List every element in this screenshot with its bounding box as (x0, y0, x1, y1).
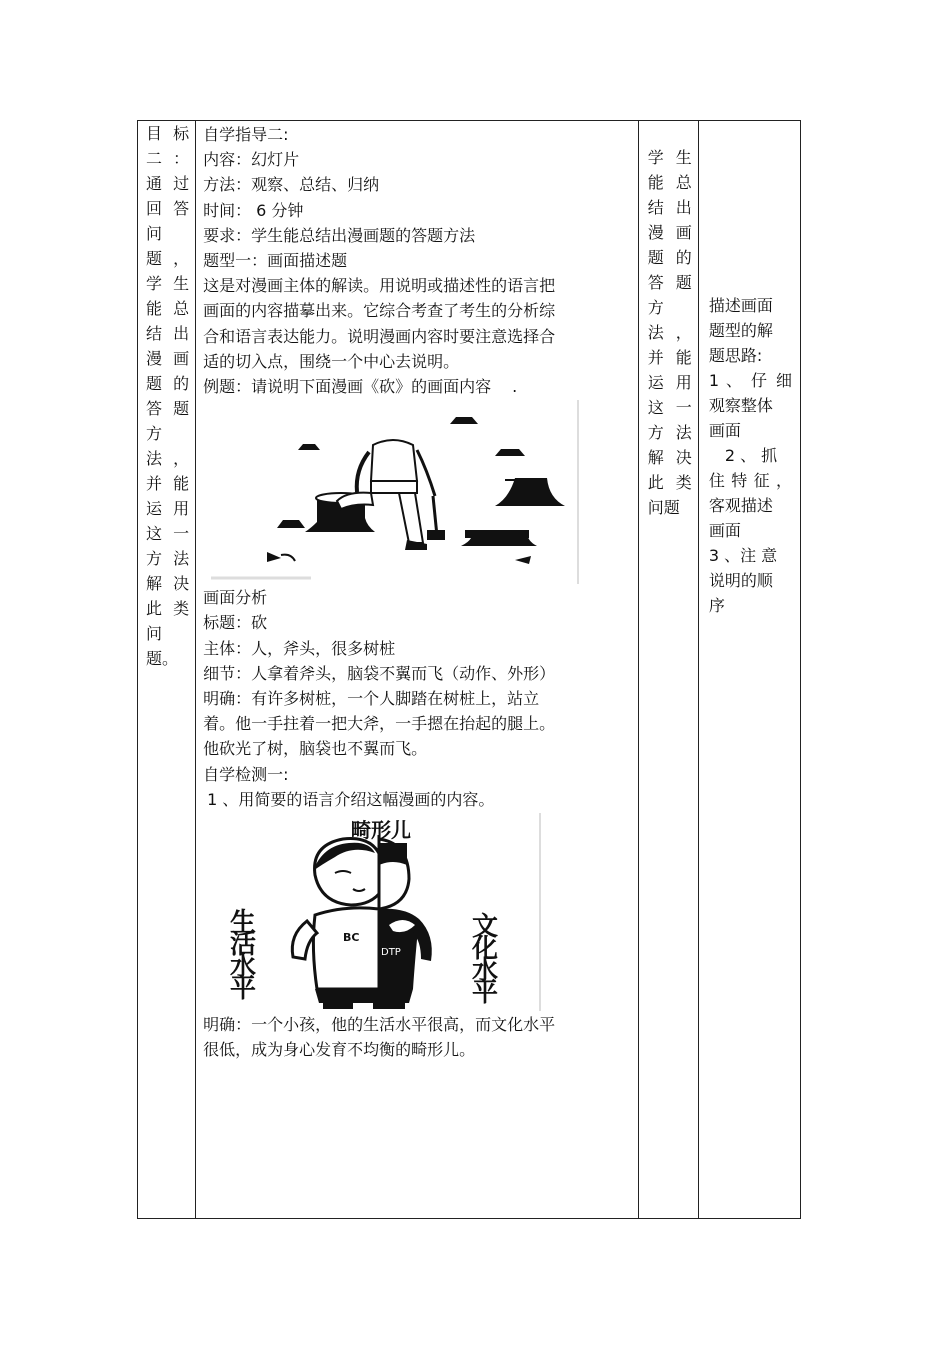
check-answer-line: 明确：一个小孩，他的生活水平很高，而文化水平 (203, 1015, 556, 1035)
goal-line: 这 一 (146, 524, 190, 543)
goal-line: 题 的 (146, 374, 190, 393)
goal-line: 问 (146, 624, 163, 643)
note-line: 2 、 抓 (708, 446, 778, 465)
student-cell (638, 121, 698, 1219)
note-line: 观察整体 (708, 396, 773, 415)
explain-line: 这是对漫画主体的解读。用说明或描述性的语言把 (203, 276, 556, 296)
student-line: 能 总 (647, 173, 692, 192)
goal-line: 回 答 (146, 199, 190, 218)
goal-line: 法 ， (146, 449, 190, 468)
note-line: 住 特 征 ， (708, 471, 792, 490)
goal-line: 目 标 (146, 124, 190, 143)
main-content (196, 121, 638, 1062)
note-line: 画面 (708, 521, 741, 540)
note-line: 题思路: (708, 346, 763, 365)
note-line: 画面 (708, 421, 741, 440)
note-text (699, 121, 800, 618)
cartoon-jixinger-image (203, 813, 541, 1011)
analysis-title: 标题：砍 (203, 613, 268, 633)
left-label-char: 生 (230, 908, 257, 939)
student-line: 题 的 (647, 248, 692, 267)
goal-line: 通 过 (146, 174, 190, 193)
right-label-char: 水 (472, 956, 499, 987)
explain-line: 适的切入点，围绕一个中心去说明。 (203, 351, 460, 371)
goal-line: 并 能 (146, 474, 190, 493)
note-cell (698, 121, 800, 1219)
goal-line: 此 类 (146, 599, 190, 618)
method-line: 方法：观察、总结、归纳 (203, 175, 380, 195)
student-line: 问题 (647, 498, 680, 517)
svg-text:DTP: DTP (381, 947, 401, 959)
goal-line: 二 ： (146, 149, 190, 168)
student-line: 方 法 (647, 423, 692, 442)
cartoon-kan-image (203, 400, 579, 584)
note-line: 说明的顺 (708, 571, 773, 590)
guide-heading: 自学指导二: (203, 125, 289, 144)
right-label-char: 文 (472, 912, 499, 943)
goal-cell (138, 121, 196, 1219)
goal-line: 漫 画 (146, 349, 190, 368)
goal-line: 题 ， (146, 249, 190, 268)
note-line: 序 (708, 596, 725, 615)
note-line: 1 、 仔 细 (708, 371, 792, 390)
student-line: 答 题 (647, 273, 692, 292)
lesson-table (137, 120, 801, 1219)
goal-line: 能 总 (146, 299, 190, 318)
cartoon-title: 畸形儿 (351, 818, 412, 843)
student-line: 运 用 (647, 373, 692, 392)
goal-line: 答 题 (146, 399, 190, 418)
goal-line: 学 生 (146, 274, 190, 293)
student-line: 漫 画 (647, 223, 692, 242)
goal-line: 题。 (146, 649, 179, 668)
explain-line: 画面的内容描摹出来。它综合考查了考生的分析综 (203, 301, 556, 321)
student-line: 这 一 (647, 398, 692, 417)
goal-line: 方 法 (146, 549, 190, 568)
student-line: 法 ， (647, 323, 692, 342)
example-line: 例题：请说明下面漫画《砍》的画面内容 . (203, 377, 518, 397)
left-label-char: 水 (230, 952, 257, 983)
explain-line: 合和语言表达能力。说明漫画内容时要注意选择合 (203, 326, 556, 346)
analysis-answer-line: 着。他一手拄着一把大斧，一手摁在抬起的腿上。 (203, 714, 556, 734)
goal-line: 问 (146, 224, 163, 243)
student-line: 学 生 (647, 148, 692, 167)
goal-line: 方 (146, 424, 163, 443)
right-label-char: 平 (472, 978, 499, 1009)
goal-text (138, 121, 195, 671)
analysis-heading: 画面分析 (203, 588, 268, 608)
check-answer-line: 很低，成为身心发育不均衡的畸形儿。 (203, 1040, 476, 1060)
goal-line: 解 决 (146, 574, 190, 593)
analysis-answer-line: 明确：有许多树桩，一个人脚踏在树桩上，站立 (203, 689, 540, 709)
content-line: 内容：幻灯片 (203, 150, 300, 170)
student-text (639, 121, 698, 520)
student-line: 方 (647, 298, 664, 317)
type-title: 题型一：画面描述题 (203, 251, 348, 271)
goal-line: 运 用 (146, 499, 190, 518)
requirement-line: 要求：学生能总结出漫画题的答题方法 (203, 225, 476, 245)
note-line: 题型的解 (708, 321, 773, 340)
student-line: 并 能 (647, 348, 692, 367)
student-line: 解 决 (647, 448, 692, 467)
student-line: 此 类 (647, 473, 692, 492)
analysis-subject: 主体：人，斧头，很多树桩 (203, 638, 396, 658)
svg-text:BC: BC (343, 931, 360, 945)
time-line: 时间： 6 分钟 (203, 200, 304, 220)
note-line: 3 、注 意 (708, 546, 778, 565)
check-question: 1 、用简要的语言介绍这幅漫画的内容。 (207, 789, 495, 809)
student-line: 结 出 (647, 198, 692, 217)
analysis-answer-line: 他砍光了树，脑袋也不翼而飞。 (203, 739, 428, 759)
left-label-char: 活 (230, 930, 257, 961)
check-heading: 自学检测一: (203, 764, 289, 784)
analysis-detail: 细节：人拿着斧头，脑袋不翼而飞（动作、外形） (203, 663, 556, 683)
goal-line: 结 出 (146, 324, 190, 343)
main-cell (196, 121, 639, 1219)
left-label-char: 平 (230, 974, 257, 1005)
note-line: 描述画面 (708, 296, 773, 315)
right-label-char: 化 (472, 934, 499, 965)
note-line: 客观描述 (708, 496, 773, 515)
